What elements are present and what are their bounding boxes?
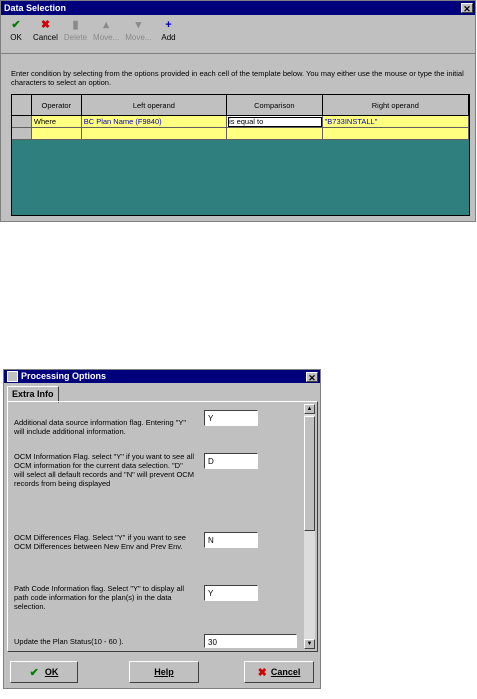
data-selection-titlebar[interactable] xyxy=(1,1,475,15)
additional-info-input[interactable]: Y xyxy=(204,410,258,426)
column-header-left-operand[interactable]: Left operand xyxy=(82,95,227,116)
option-label: Additional data source information flag. Entering "Y" will include additional information. xyxy=(14,418,187,436)
comparison-cell[interactable] xyxy=(227,128,323,140)
left-operand-cell[interactable]: BC Plan Name (F9840) xyxy=(82,116,227,128)
cancel-label: Cancel xyxy=(270,667,301,677)
comparison-cell[interactable]: is equal to xyxy=(227,116,323,128)
selection-grid xyxy=(11,94,470,216)
ok-button[interactable] xyxy=(10,661,78,683)
x-icon: ✖ xyxy=(257,666,267,679)
ocm-differences-input[interactable]: N xyxy=(204,532,258,548)
window-title: Data Selection xyxy=(4,3,67,13)
scroll-thumb[interactable] xyxy=(304,416,315,531)
right-operand-cell[interactable] xyxy=(323,128,469,140)
option-label: Update the Plan Status(10 - 60 ). xyxy=(14,637,124,646)
processing-options-titlebar[interactable] xyxy=(4,370,320,383)
help-label: Help xyxy=(154,667,174,677)
operator-cell[interactable]: Where xyxy=(32,116,82,128)
processing-options-window xyxy=(3,369,321,689)
ok-label: OK xyxy=(44,667,59,677)
tab-extra-info[interactable]: Extra Info xyxy=(7,386,59,403)
ok-toolbar-button[interactable] xyxy=(5,19,27,42)
title-wrap xyxy=(7,371,106,382)
move-down-icon: ▾ xyxy=(135,19,142,31)
row-selector-header xyxy=(12,95,32,116)
move-down-toolbar-button[interactable] xyxy=(125,19,151,42)
trash-icon: ▮ xyxy=(72,19,79,31)
window-title: Processing Options xyxy=(21,370,107,381)
plus-icon: + xyxy=(165,19,172,31)
x-icon: ✖ xyxy=(40,19,51,31)
window-icon xyxy=(7,371,18,382)
column-header-operator[interactable]: Operator xyxy=(32,95,82,116)
cancel-button[interactable] xyxy=(244,661,314,683)
help-button[interactable] xyxy=(129,661,199,683)
left-operand-cell[interactable] xyxy=(82,128,227,140)
data-selection-window xyxy=(0,0,476,222)
scroll-down-icon[interactable]: ▼ xyxy=(304,639,315,649)
row-selector[interactable] xyxy=(12,128,32,140)
grid-row xyxy=(12,116,469,128)
cancel-label: Cancel xyxy=(33,33,58,42)
move-down-label: Move... xyxy=(125,33,152,42)
add-label: Add xyxy=(161,33,176,42)
ocm-info-input[interactable]: D xyxy=(204,453,258,469)
check-icon: ✔ xyxy=(11,19,21,31)
path-code-input[interactable]: Y xyxy=(204,585,258,601)
plan-status-input[interactable]: 30 xyxy=(204,634,297,648)
close-button[interactable]: ✕ xyxy=(461,3,473,13)
button-row xyxy=(4,661,320,685)
cancel-toolbar-button[interactable] xyxy=(33,19,58,42)
option-label: Path Code Information flag. Select "Y" to display all path code information for the plan(s) in the data selection. xyxy=(14,584,184,611)
move-up-label: Move... xyxy=(93,33,120,42)
options-panel xyxy=(7,401,318,652)
add-toolbar-button[interactable] xyxy=(158,19,180,42)
row-selector[interactable] xyxy=(12,116,32,128)
toolbar xyxy=(1,15,475,54)
scroll-up-icon[interactable]: ▲ xyxy=(304,404,315,414)
delete-label: Delete xyxy=(63,33,88,42)
instructions-text: Enter condition by selecting from the options provided in each cell of the template below. You may either use the mouse or type the initial characters to select an option. xyxy=(11,69,464,87)
operator-cell[interactable] xyxy=(32,128,82,140)
move-up-icon: ▴ xyxy=(103,19,109,31)
column-header-comparison[interactable]: Comparison xyxy=(227,95,323,116)
close-button[interactable]: ✕ xyxy=(306,372,318,382)
option-label: OCM Information Flag. select "Y" if you want to see all OCM information for the current data selection. "D" will select all default records and "N" will prevent OCM records from being displayed xyxy=(14,452,194,488)
right-operand-cell[interactable]: "B733INSTALL" xyxy=(323,116,469,128)
column-header-right-operand[interactable]: Right operand xyxy=(323,95,469,116)
option-label: OCM Differences Flag. Select "Y" if you want to see OCM Differences between New Env and Prev Env. xyxy=(14,533,186,551)
ok-label: OK xyxy=(10,33,22,42)
check-icon: ✔ xyxy=(29,666,39,679)
grid-header xyxy=(12,95,469,116)
grid-row xyxy=(12,128,469,140)
move-up-toolbar-button[interactable] xyxy=(93,19,119,42)
delete-toolbar-button[interactable] xyxy=(64,19,87,42)
vertical-scrollbar[interactable] xyxy=(304,404,315,649)
